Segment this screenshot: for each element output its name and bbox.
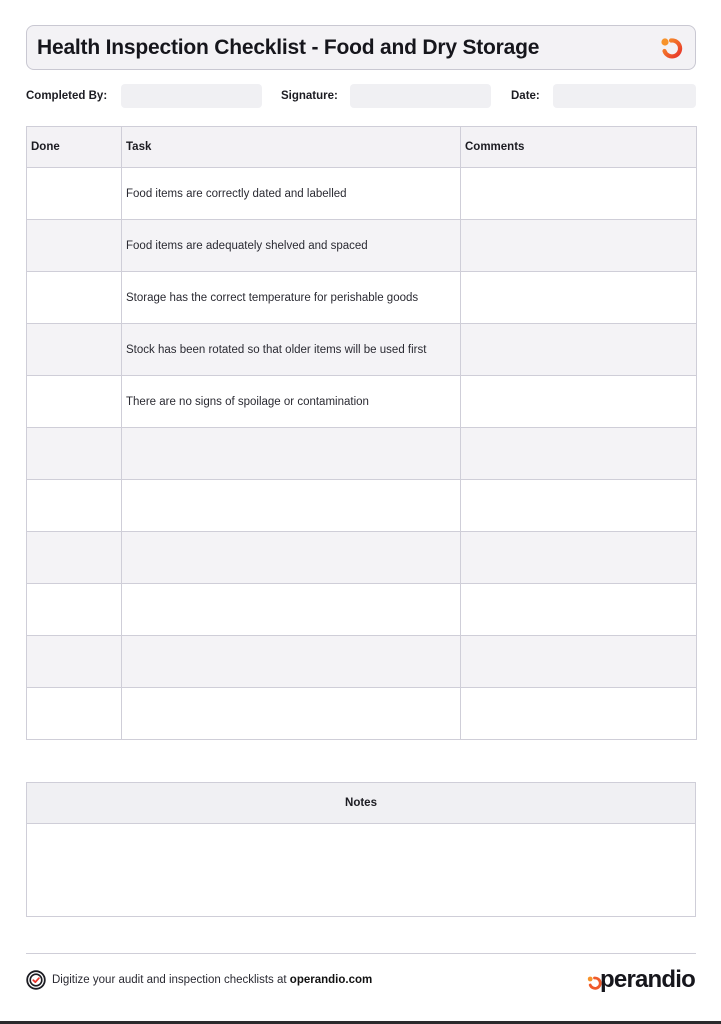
task-cell[interactable] [122, 688, 461, 740]
completed-by-label: Completed By: [26, 90, 108, 102]
signature-label: Signature: [281, 90, 338, 102]
column-header-done: Done [27, 127, 122, 168]
comments-cell[interactable] [461, 584, 697, 636]
comments-cell[interactable] [461, 532, 697, 584]
table-row [27, 688, 697, 740]
task-cell[interactable] [122, 584, 461, 636]
comments-cell[interactable] [461, 688, 697, 740]
table-row [27, 376, 697, 428]
task-cell: There are no signs of spoilage or contamination [122, 376, 461, 428]
table-row [27, 532, 697, 584]
comments-cell[interactable] [461, 428, 697, 480]
comments-cell[interactable] [461, 480, 697, 532]
notes-section [26, 782, 696, 917]
footer-text-prefix: Digitize your audit and inspection checklists at [52, 974, 290, 986]
done-cell[interactable] [27, 376, 122, 428]
footer-divider [26, 953, 696, 954]
table-row [27, 168, 697, 220]
title-bar [26, 25, 696, 70]
comments-cell[interactable] [461, 168, 697, 220]
footer-promo [26, 970, 372, 990]
done-cell[interactable] [27, 532, 122, 584]
done-cell[interactable] [27, 584, 122, 636]
task-cell[interactable] [122, 480, 461, 532]
comments-cell[interactable] [461, 272, 697, 324]
checkmark-circle-icon [26, 970, 46, 990]
done-cell[interactable] [27, 428, 122, 480]
table-row [27, 584, 697, 636]
table-row [27, 480, 697, 532]
table-row [27, 428, 697, 480]
task-cell[interactable] [122, 636, 461, 688]
table-row [27, 220, 697, 272]
table-row [27, 272, 697, 324]
comments-cell[interactable] [461, 636, 697, 688]
task-cell: Storage has the correct temperature for perishable goods [122, 272, 461, 324]
checklist-table [26, 126, 697, 740]
brand-wordmark: perandio [600, 966, 695, 993]
operandio-logo-icon [659, 36, 685, 60]
table-row [27, 636, 697, 688]
comments-cell[interactable] [461, 376, 697, 428]
notes-title: Notes [27, 783, 695, 824]
operandio-brand-logo [587, 966, 695, 994]
footer-text [52, 974, 372, 986]
table-header-row [27, 127, 697, 168]
column-header-task: Task [122, 127, 461, 168]
notes-field[interactable] [27, 824, 695, 916]
done-cell[interactable] [27, 220, 122, 272]
comments-cell[interactable] [461, 324, 697, 376]
task-cell: Food items are adequately shelved and spaced [122, 220, 461, 272]
footer-link[interactable]: operandio.com [289, 974, 373, 986]
done-cell[interactable] [27, 688, 122, 740]
completed-by-field[interactable] [121, 84, 262, 108]
done-cell[interactable] [27, 480, 122, 532]
done-cell[interactable] [27, 636, 122, 688]
signature-field[interactable] [350, 84, 491, 108]
page-title: Health Inspection Checklist - Food and Dry Storage [37, 36, 540, 59]
done-cell[interactable] [27, 324, 122, 376]
task-cell[interactable] [122, 532, 461, 584]
task-cell: Food items are correctly dated and labelled [122, 168, 461, 220]
date-label: Date: [511, 90, 540, 102]
date-field[interactable] [553, 84, 696, 108]
table-row [27, 324, 697, 376]
column-header-comments: Comments [461, 127, 697, 168]
task-cell: Stock has been rotated so that older items will be used first [122, 324, 461, 376]
task-cell[interactable] [122, 428, 461, 480]
done-cell[interactable] [27, 272, 122, 324]
comments-cell[interactable] [461, 220, 697, 272]
done-cell[interactable] [27, 168, 122, 220]
